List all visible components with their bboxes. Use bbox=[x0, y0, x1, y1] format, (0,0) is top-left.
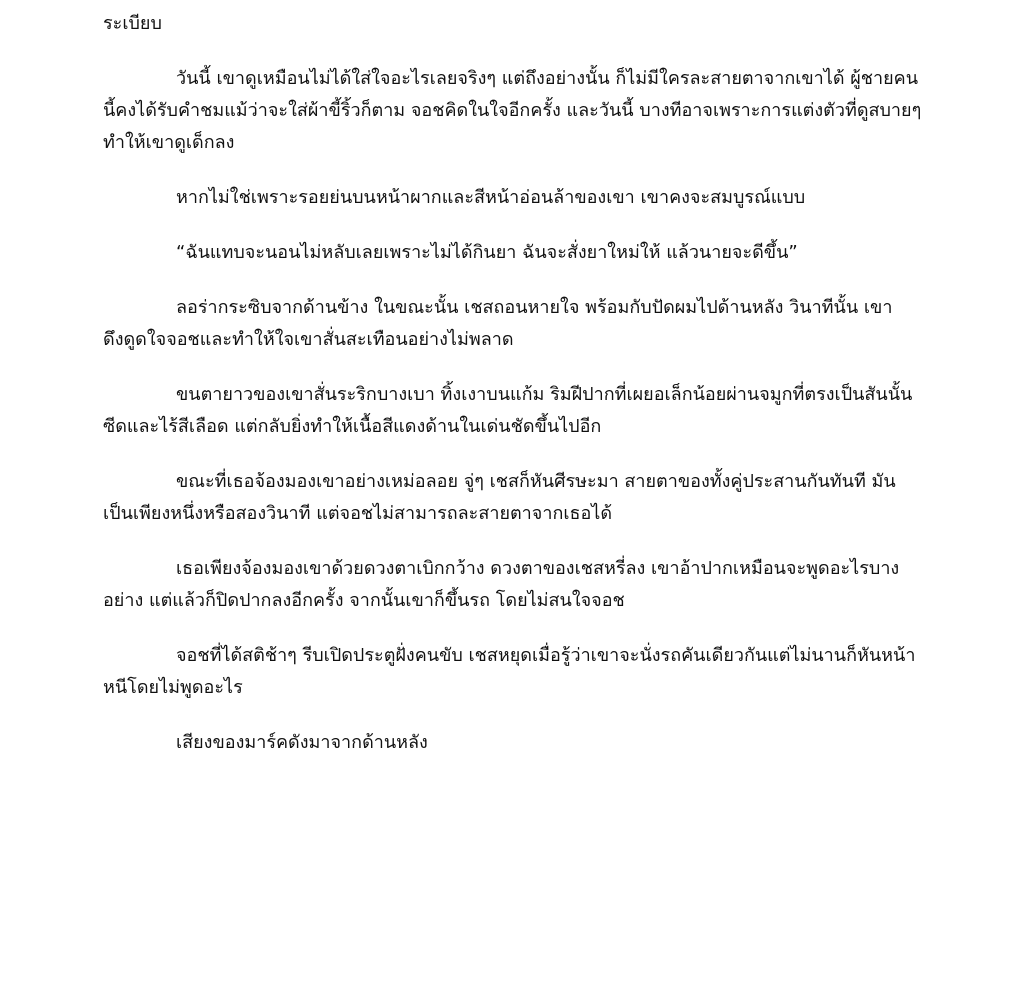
paragraph-fragment-bottom: เสียงของมาร์คดังมาจากด้านหลัง bbox=[176, 732, 428, 753]
paragraph-5: ขนตายาวของเขาสั่นระริกบางเบา ทิ้งเงาบนแก้ม ริมฝีปากที่เผยอเล็กน้อยผ่านจมูกที่ตรงเป็นสันนั้นซีดและไร้สีเลือด แต่กลับยิ่งทำให้เนื้อสีแดงด้านในเด่นชัดขึ้นไปอีก bbox=[103, 384, 913, 437]
paragraph-2: หากไม่ใช่เพราะรอยย่นบนหน้าผากและสีหน้าอ่อนล้าของเขา เขาคงจะสมบูรณ์แบบ bbox=[176, 187, 806, 208]
paragraph-3: “ฉันแทบจะนอนไม่หลับเลยเพราะไม่ได้กินยา ฉันจะสั่งยาใหม่ให้ แล้วนายจะดีขึ้น” bbox=[176, 242, 798, 263]
paragraph-6: ขณะที่เธอจ้องมองเขาอย่างเหม่อลอย จู่ๆ เชสก็หันศีรษะมา สายตาของทั้งคู่ประสานกันทันที มันเป็นเพียงหนึ่งหรือสองวินาที แต่จอชไม่สามารถละสายตาจากเธอได้ bbox=[103, 471, 896, 524]
paragraph-1: วันนี้ เขาดูเหมือนไม่ได้ใส่ใจอะไรเลยจริงๆ แต่ถึงอย่างนั้น ก็ไม่มีใครละสายตาจากเขาได้ ผู้ชายคนนี้คงได้รับคำชมแม้ว่าจะใส่ผ้าขี้ริ้วก็ตาม จอชคิดในใจอีกครั้ง และวันนี้ บางทีอาจเพราะการแต่งตัวที่ดูสบายๆ ทำให้เขาดูเด็กลง bbox=[103, 68, 922, 153]
paragraph-8: จอชที่ได้สติช้าๆ รีบเปิดประตูฝั่งคนขับ เชสหยุดเมื่อรู้ว่าเขาจะนั่งรถคันเดียวกันแต่ไม่นานก็หันหน้าหนีโดยไม่พูดอะไร bbox=[103, 645, 916, 698]
document-page bbox=[103, 0, 925, 1000]
paragraph-4: ลอร่ากระซิบจากด้านข้าง ในขณะนั้น เชสถอนหายใจ พร้อมกับปัดผมไปด้านหลัง วินาทีนั้น เขาดึงดูดใจจอชและทำให้ใจเขาสั่นสะเทือนอย่างไม่พลาด bbox=[103, 297, 893, 350]
paragraph-fragment-top: ระเบียบ bbox=[103, 13, 162, 34]
paragraph-7: เธอเพียงจ้องมองเขาด้วยดวงตาเบิกกว้าง ดวงตาของเชสหรี่ลง เขาอ้าปากเหมือนจะพูดอะไรบางอย่าง แต่แล้วก็ปิดปากลงอีกครั้ง จากนั้นเขาก็ขึ้นรถ โดยไม่สนใจจอช bbox=[103, 558, 900, 611]
